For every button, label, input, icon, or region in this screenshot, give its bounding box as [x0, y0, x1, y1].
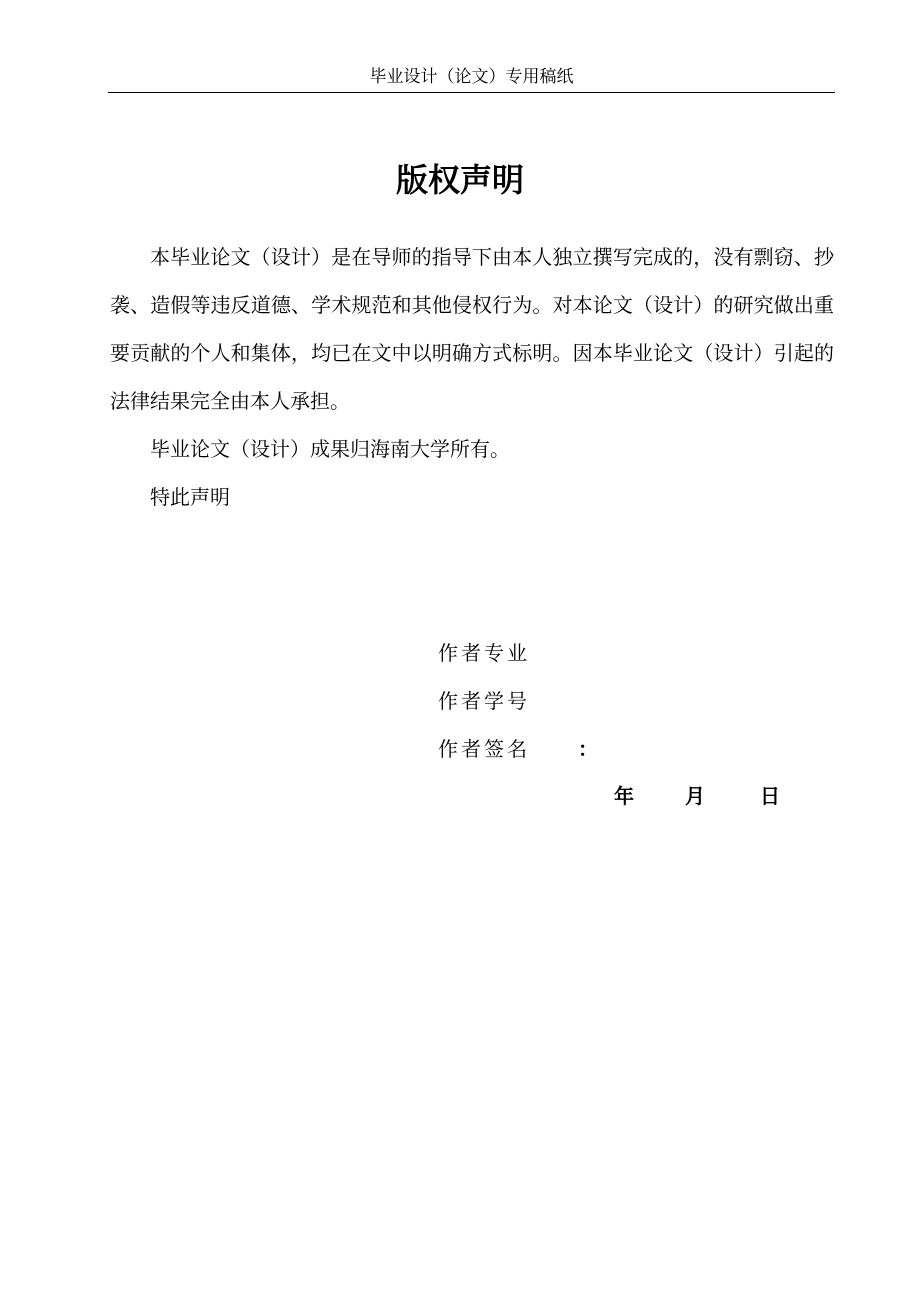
author-major-label: 作者专业 [438, 641, 530, 665]
date-line [614, 772, 780, 820]
ownership-paragraph: 毕业论文（设计）成果归海南大学所有。 [150, 437, 510, 461]
date-day-label: 日 [759, 784, 780, 808]
declaration-body [110, 233, 834, 521]
declaration-paragraph: 本毕业论文（设计）是在导师的指导下由本人独立撰写完成的，没有剽窃、抄袭、造假等违反道德、学术规范和其他侵权行为。对本论文（设计）的研究做出重要贡献的个人和集体，均已在文中以明确方式标明。因本毕业论文（设计）引起的法律结果完全由本人承担。 [110, 245, 834, 413]
author-signature-colon: ： [578, 737, 601, 761]
author-signature-row [438, 725, 601, 773]
document-title: 版权声明 [395, 161, 524, 199]
date-month-label: 月 [684, 784, 705, 808]
author-major-row [438, 629, 601, 677]
header-text: 毕业设计（论文）专用稿纸 [369, 67, 574, 87]
author-signature-label: 作者签名 [438, 737, 530, 761]
signature-block [438, 629, 601, 773]
closing-paragraph: 特此声明 [150, 485, 230, 509]
date-year-label: 年 [614, 784, 634, 808]
page-header [108, 66, 835, 93]
author-student-id-label: 作者学号 [438, 689, 530, 713]
author-student-id-row [438, 677, 601, 725]
